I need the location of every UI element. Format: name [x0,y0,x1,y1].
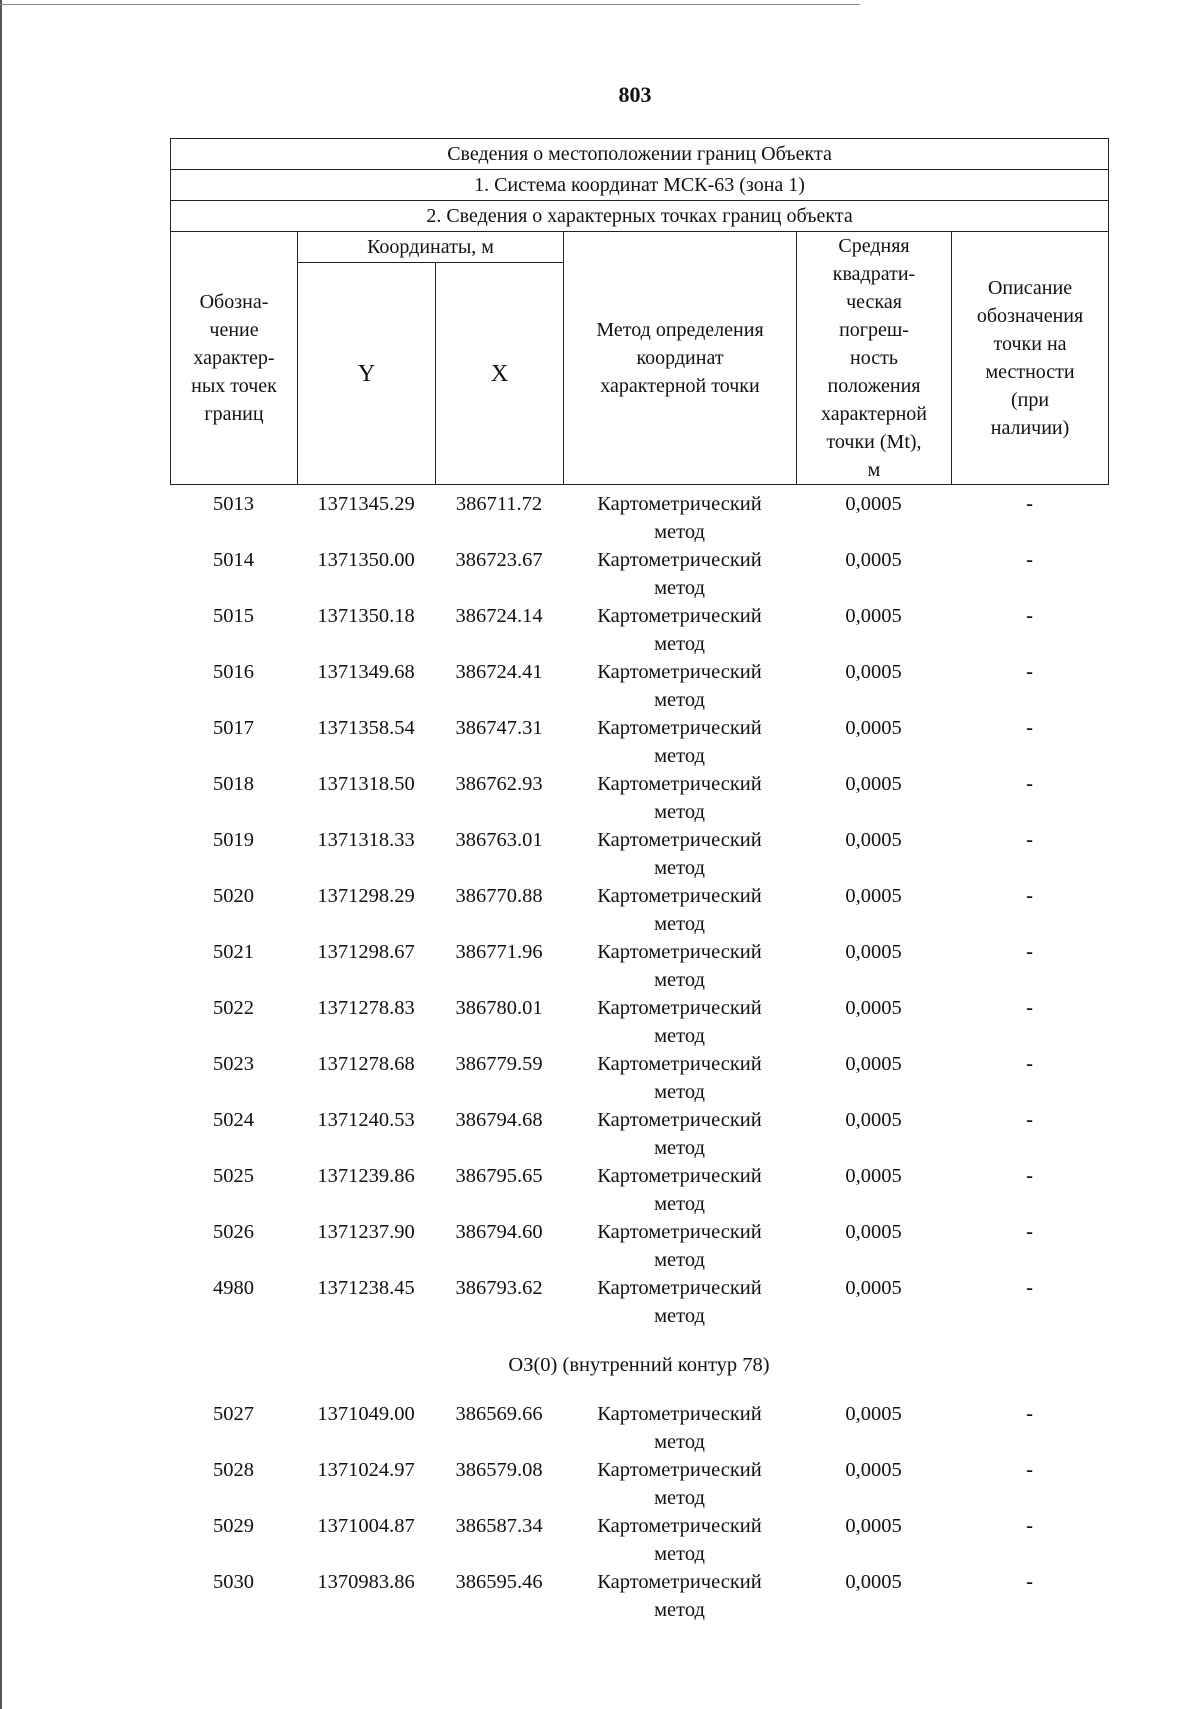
coordinates-table [170,490,1108,1624]
cell-description: - [1026,1515,1033,1537]
cell-method: Картометрический метод [597,773,762,823]
cell-description: - [1026,605,1033,627]
col-header-x: X [436,263,564,485]
cell-error: 0,0005 [845,717,902,739]
cell-error: 0,0005 [845,997,902,1019]
cell-method: Картометрический метод [597,1571,762,1621]
cell-x: 386771.96 [455,941,543,963]
table-row [170,602,1108,658]
coordinate-system: 1. Система координат МСК-63 (зона 1) [171,170,1109,201]
cell-description: - [1026,1053,1033,1075]
cell-error: 0,0005 [845,1053,902,1075]
col-header-coordinates: Координаты, м [298,232,564,263]
cell-method: Картометрический метод [597,1515,762,1565]
cell-point: 5023 [213,1053,254,1075]
cell-description: - [1026,1571,1033,1593]
cell-description: - [1026,1277,1033,1299]
cell-y: 1370983.86 [317,1571,415,1593]
cell-point: 5025 [213,1165,254,1187]
cell-x: 386579.08 [455,1459,543,1481]
scan-border-top [0,4,860,5]
cell-y: 1371004.87 [317,1515,415,1537]
cell-point: 5020 [213,885,254,907]
cell-description: - [1026,941,1033,963]
col-header-error: Средняя квадрати- ческая погреш- ность положения характерной точки (Mt), м [797,232,952,485]
cell-y: 1371238.45 [317,1277,415,1299]
scan-border-left [0,0,2,1709]
cell-x: 386569.66 [455,1403,543,1425]
cell-x: 386793.62 [455,1277,543,1299]
cell-y: 1371024.97 [317,1459,415,1481]
table-title: Сведения о местоположении границ Объекта [171,139,1109,170]
table-row [170,1512,1108,1568]
cell-y: 1371349.68 [317,661,415,683]
table-row [170,490,1108,546]
cell-x: 386724.14 [455,605,543,627]
cell-description: - [1026,997,1033,1019]
cell-x: 386779.59 [455,1053,543,1075]
cell-method: Картометрический метод [597,549,762,599]
table-row [170,1050,1108,1106]
cell-description: - [1026,885,1033,907]
table-row [170,1218,1108,1274]
cell-x: 386795.65 [455,1165,543,1187]
cell-point: 5013 [213,493,254,515]
cell-error: 0,0005 [845,549,902,571]
cell-error: 0,0005 [845,493,902,515]
cell-y: 1371240.53 [317,1109,415,1131]
cell-x: 386723.67 [455,549,543,571]
cell-error: 0,0005 [845,885,902,907]
table-row [170,1162,1108,1218]
cell-error: 0,0005 [845,605,902,627]
cell-method: Картометрический метод [597,1277,762,1327]
cell-error: 0,0005 [845,829,902,851]
cell-description: - [1026,1165,1033,1187]
table-row [170,1274,1108,1330]
cell-point: 5017 [213,717,254,739]
cell-x: 386724.41 [455,661,543,683]
cell-x: 386780.01 [455,997,543,1019]
cell-y: 1371237.90 [317,1221,415,1243]
cell-error: 0,0005 [845,1165,902,1187]
cell-x: 386762.93 [455,773,543,795]
cell-x: 386711.72 [455,493,543,515]
cell-description: - [1026,1459,1033,1481]
cell-point: 5019 [213,829,254,851]
cell-point: 5028 [213,1459,254,1481]
cell-description: - [1026,493,1033,515]
cell-x: 386770.88 [455,885,543,907]
cell-error: 0,0005 [845,1571,902,1593]
table-row [170,1568,1108,1624]
cell-error: 0,0005 [845,1403,902,1425]
cell-error: 0,0005 [845,1515,902,1537]
cell-x: 386794.60 [455,1221,543,1243]
cell-point: 5026 [213,1221,254,1243]
cell-x: 386747.31 [455,717,543,739]
cell-point: 5024 [213,1109,254,1131]
cell-y: 1371358.54 [317,717,415,739]
cell-method: Картометрический метод [597,997,762,1047]
table-row [170,1456,1108,1512]
cell-description: - [1026,773,1033,795]
cell-y: 1371049.00 [317,1403,415,1425]
col-header-point: Обозна- чение характер- ных точек границ [171,232,298,485]
cell-description: - [1026,829,1033,851]
cell-point: 5022 [213,997,254,1019]
cell-description: - [1026,1109,1033,1131]
cell-description: - [1026,1221,1033,1243]
cell-x: 386595.46 [455,1571,543,1593]
cell-method: Картометрический метод [597,1053,762,1103]
contour-row [170,1330,1108,1400]
page-number: 803 [618,82,652,107]
cell-error: 0,0005 [845,941,902,963]
cell-y: 1371318.50 [317,773,415,795]
cell-error: 0,0005 [845,1459,902,1481]
table-header [170,138,1109,485]
cell-error: 0,0005 [845,773,902,795]
col-header-method: Метод определения координат характерной точки [564,232,797,485]
cell-x: 386763.01 [455,829,543,851]
cell-method: Картометрический метод [597,493,762,543]
cell-error: 0,0005 [845,1277,902,1299]
cell-y: 1371350.00 [317,549,415,571]
section-title: 2. Сведения о характерных точках границ объекта [171,201,1109,232]
cell-method: Картометрический метод [597,1403,762,1453]
cell-method: Картометрический метод [597,885,762,935]
cell-error: 0,0005 [845,661,902,683]
table-row [170,826,1108,882]
cell-method: Картометрический метод [597,1165,762,1215]
cell-point: 5029 [213,1515,254,1537]
cell-description: - [1026,717,1033,739]
table-row [170,714,1108,770]
cell-y: 1371350.18 [317,605,415,627]
cell-description: - [1026,661,1033,683]
cell-method: Картометрический метод [597,829,762,879]
cell-y: 1371278.83 [317,997,415,1019]
table-row [170,658,1108,714]
cell-method: Картометрический метод [597,661,762,711]
cell-point: 5018 [213,773,254,795]
cell-point: 5015 [213,605,254,627]
cell-point: 5014 [213,549,254,571]
cell-method: Картометрический метод [597,1109,762,1159]
cell-description: - [1026,549,1033,571]
contour-label: ОЗ(0) (внутренний контур 78) [508,1354,770,1376]
cell-y: 1371298.67 [317,941,415,963]
table-row [170,770,1108,826]
cell-method: Картометрический метод [597,1221,762,1271]
table-row [170,938,1108,994]
table-row [170,994,1108,1050]
table-body [170,490,1108,1624]
table-row [170,882,1108,938]
cell-method: Картометрический метод [597,941,762,991]
cell-y: 1371239.86 [317,1165,415,1187]
cell-point: 4980 [213,1277,254,1299]
cell-y: 1371278.68 [317,1053,415,1075]
col-header-y: Y [298,263,436,485]
cell-y: 1371298.29 [317,885,415,907]
table-row [170,1106,1108,1162]
cell-y: 1371318.33 [317,829,415,851]
cell-point: 5016 [213,661,254,683]
cell-point: 5027 [213,1403,254,1425]
cell-x: 386587.34 [455,1515,543,1537]
cell-description: - [1026,1403,1033,1425]
cell-y: 1371345.29 [317,493,415,515]
cell-x: 386794.68 [455,1109,543,1131]
table-row [170,1400,1108,1456]
cell-method: Картометрический метод [597,717,762,767]
cell-method: Картометрический метод [597,1459,762,1509]
cell-point: 5030 [213,1571,254,1593]
cell-error: 0,0005 [845,1109,902,1131]
cell-error: 0,0005 [845,1221,902,1243]
table-row [170,546,1108,602]
cell-method: Картометрический метод [597,605,762,655]
col-header-description: Описание обозначения точки на местности (при наличии) [952,232,1109,485]
cell-point: 5021 [213,941,254,963]
